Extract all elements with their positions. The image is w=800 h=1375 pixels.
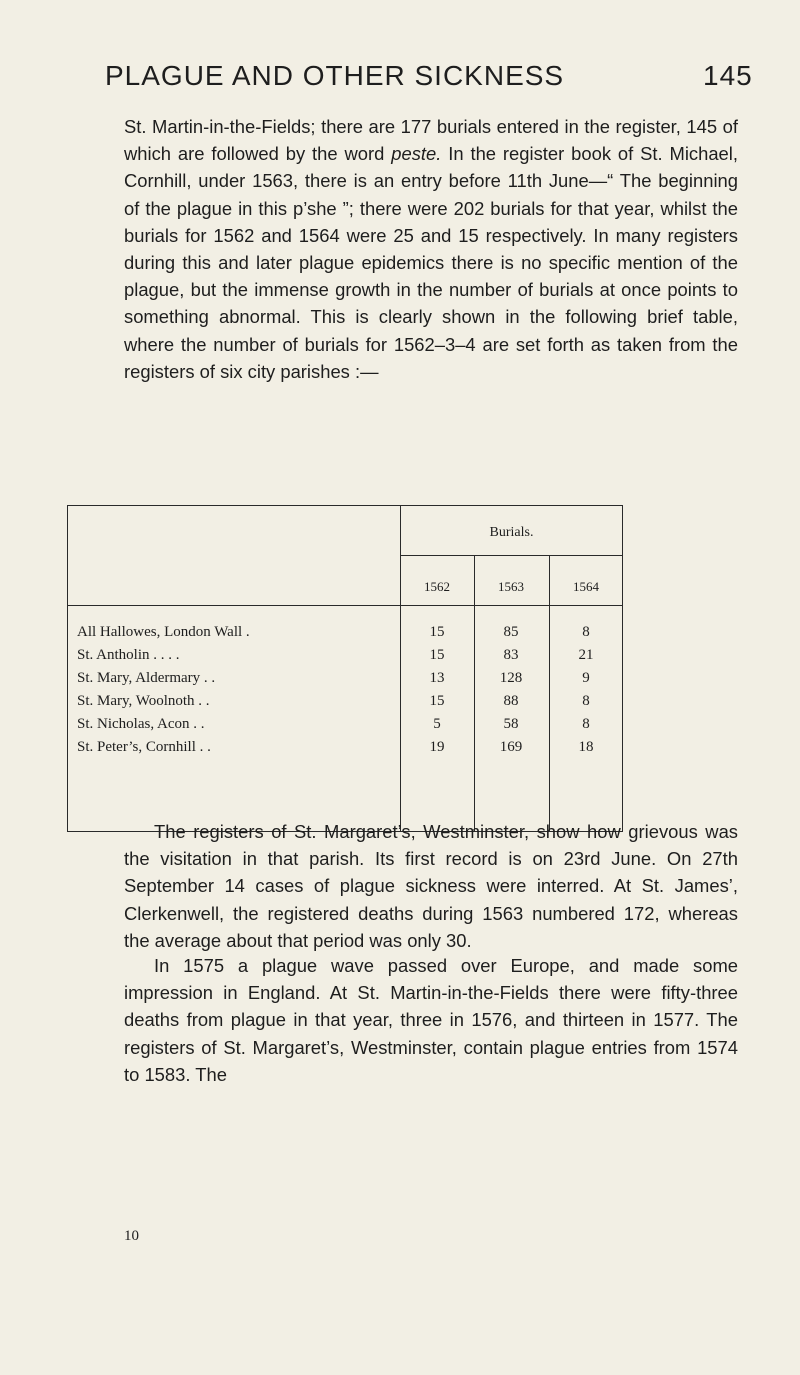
table-row	[67, 670, 623, 688]
parish-name: All Hallowes, London Wall .	[77, 624, 250, 640]
table-caption: Burials.	[489, 525, 534, 540]
paragraph-st-margarets: The registers of St. Margaret’s, Westminster, show how grievous was the visitation in that parish. Its first record is on 23rd June. On 27th September 14 cases of plague sickness were interred. At St. James’, Clerkenwell, the registered deaths during 1563 numbered 172, whereas the average about that period was only 30.	[124, 821, 738, 951]
page-title: PLAGUE AND OTHER SICKNESS	[105, 60, 565, 91]
burials-1562: 19	[429, 739, 445, 755]
burials-1564: 8	[582, 693, 590, 709]
burials-1564: 8	[582, 716, 590, 732]
parish-name: St. Mary, Aldermary . .	[77, 670, 216, 686]
table-top-rule	[67, 505, 623, 506]
burials-1564: 8	[582, 624, 590, 640]
burials-1563: 58	[503, 716, 519, 732]
paragraph-intro-text-a: St. Martin-in-the-Fields; there are 177 burials entered in the register, 145 of which are followed by the word	[124, 116, 738, 165]
signature-mark: 10	[124, 1228, 139, 1244]
table-row	[67, 624, 623, 642]
paragraph-1575-plague: In 1575 a plague wave passed over Europe, and made some impression in England. At St. Martin-in-the-Fields there were fifty-three deaths from plague in that year, three in 1576, and thirteen in 1577. The registers of St. Margaret’s, Westminster, contain plague entries from 1574 to 1583. The	[124, 955, 738, 1085]
caption-rule	[400, 555, 623, 556]
paragraph-intro-text-b: In the register book of St. Michael, Cornhill, under 1563, there is an entry before 11th June—“ The beginning of the plague in this p’she ”; there were 202 burials for that year, whilst the burials for 1562 and 1564 were 25 and 15 respectively. In many registers during this and later plague epidemics there is no specific mention of the plague, but the immense growth in the number of burials at once points to something abnormal. This is clearly shown in the following brief table, where the number of burials for 1562–3–4 are set forth as taken from the registers of six city parishes :—	[124, 143, 738, 382]
burials-table	[67, 505, 623, 832]
burials-1563: 128	[499, 670, 523, 686]
burials-1563: 83	[503, 647, 519, 663]
table-row	[67, 739, 623, 757]
burials-1563: 85	[503, 624, 519, 640]
burials-1562: 13	[429, 670, 445, 686]
table-row	[67, 693, 623, 711]
paragraph-intro	[124, 113, 738, 385]
burials-1564: 18	[578, 739, 594, 755]
parish-name: St. Mary, Woolnoth . .	[77, 693, 210, 709]
burials-1563: 169	[499, 739, 523, 755]
peste-emphasis: peste.	[391, 143, 442, 165]
burials-1562: 15	[429, 693, 445, 709]
header-rule	[67, 605, 623, 606]
burials-1563: 88	[503, 693, 519, 709]
year-header-1563: 1563	[498, 579, 524, 594]
burials-1562: 15	[429, 647, 445, 663]
burials-1564: 9	[582, 670, 590, 686]
year-header-1562: 1562	[424, 579, 450, 594]
table-left-rule	[67, 505, 68, 832]
burials-1562: 15	[429, 624, 445, 640]
parish-name: St. Peter’s, Cornhill . .	[77, 739, 211, 755]
table-row	[67, 647, 623, 665]
parish-name: St. Antholin . . . .	[77, 647, 180, 663]
table-row	[67, 716, 623, 734]
parish-name: St. Nicholas, Acon . .	[77, 716, 205, 732]
page-number: 145	[703, 60, 753, 91]
burials-1562: 5	[433, 716, 441, 732]
year-header-1564: 1564	[573, 579, 599, 594]
burials-1564: 21	[578, 647, 594, 663]
